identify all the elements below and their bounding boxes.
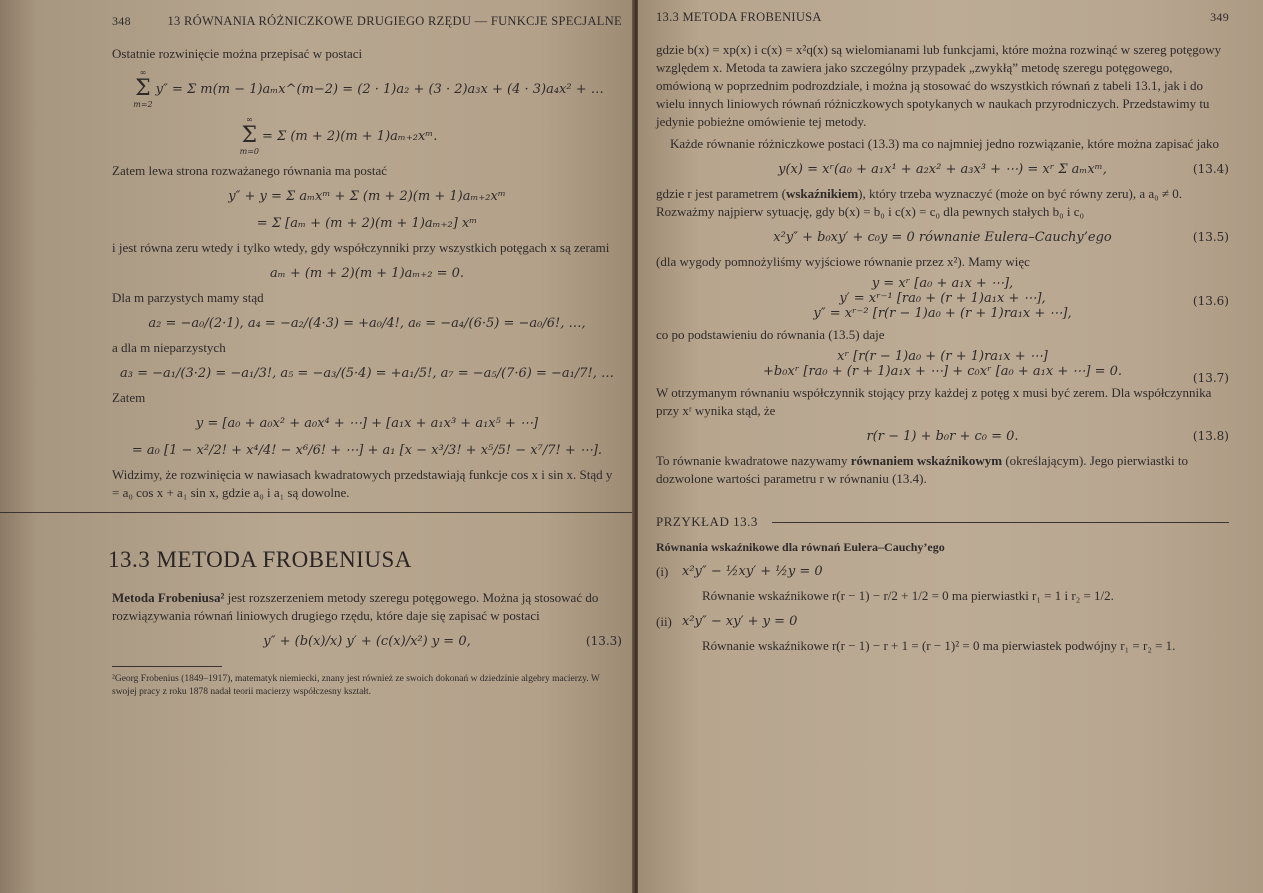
equation bbox=[112, 212, 622, 234]
paragraph: i jest równa zeru wtedy i tylko wtedy, gdy współczynniki przy wszystkich potęgach x są zerami bbox=[112, 240, 610, 255]
paragraph: a dla m nieparzystych bbox=[112, 340, 226, 355]
paragraph-text: ), który trzeba wyznaczyć (może on być równy zeru), a a₀ ≠ 0. Rozważmy najpierw sytuację, gdy b(x) = b₀ i c(x) = c₀ dla pewnych stałych b₀ i c₀ bbox=[656, 186, 1183, 219]
equation bbox=[656, 226, 1229, 248]
equation bbox=[656, 425, 1229, 447]
equation bbox=[112, 412, 622, 434]
equation bbox=[112, 185, 622, 207]
equation-text: +b₀xʳ [ra₀ + (r + 1)a₁x + ⋯] + c₀xʳ [a₀ + a₁x + ⋯] = 0. bbox=[762, 364, 1123, 379]
equation-number: (13.3) bbox=[585, 634, 622, 648]
equation-text: a₂ = −a₀/(2·1), a₄ = −a₂/(4·3) = +a₀/4!, a₆ = −a₄/(6·5) = −a₀/6!, …, bbox=[148, 315, 586, 331]
equation-number: (13.8) bbox=[1192, 429, 1229, 443]
right-running-head bbox=[656, 10, 1229, 25]
paragraph-text: jest rozszerzeniem metody szeregu potęgowego. Można ją stosować do rozwiązywania równań liniowych drugiego rzędu, które daje się zapisać w postaci bbox=[112, 590, 599, 623]
footnote-rule bbox=[112, 666, 222, 667]
equation bbox=[656, 158, 1229, 180]
equation-block bbox=[656, 276, 1229, 321]
left-running-title: 13 RÓWNANIA RÓŻNICZKOWE DRUGIEGO RZĘDU — FUNKCJE SPECJALNE bbox=[167, 14, 622, 28]
equation-number: (13.4) bbox=[1192, 162, 1229, 176]
equation-text: y″ + y = Σ aₘxᵐ + Σ (m + 2)(m + 1)aₘ₊₂xᵐ bbox=[228, 188, 506, 204]
paragraph: Ostatnie rozwinięcie można przepisać w postaci bbox=[112, 46, 363, 61]
paragraph bbox=[112, 589, 622, 625]
example-item bbox=[656, 563, 1229, 605]
equation bbox=[112, 312, 622, 334]
example-subtitle: Równania wskaźnikowe dla równań Eulera–Cauchy’ego bbox=[656, 540, 945, 554]
equation-text: = Σ [aₘ + (m + 2)(m + 1)aₘ₊₂] xᵐ bbox=[256, 215, 478, 231]
left-page-number: 348 bbox=[112, 14, 131, 28]
paragraph: (dla wygody pomnożyliśmy wyjściowe równanie przez x²). Mamy więc bbox=[656, 254, 1030, 269]
item-text: Równanie wskaźnikowe r(r − 1) − r/2 + 1/2 = 0 ma pierwiastki r₁ = 1 i r₂ = 1/2. bbox=[702, 588, 1114, 603]
equation-number: (13.6) bbox=[1192, 294, 1229, 308]
equation bbox=[112, 362, 622, 384]
equation bbox=[112, 630, 622, 652]
paragraph-text: To równanie kwadratowe nazywamy bbox=[656, 453, 851, 468]
item-equation: x²y″ − ½xy′ + ½y = 0 bbox=[682, 564, 823, 579]
paragraph bbox=[656, 452, 1229, 488]
right-page bbox=[638, 0, 1263, 893]
paragraph bbox=[656, 185, 1229, 221]
equation-text: x²y″ + b₀xy′ + c₀y = 0 równanie Eulera–Cauchy’ego bbox=[773, 229, 1112, 245]
paragraph: W otrzymanym równaniu współczynnik stojący przy każdej z potęg x musi być zerem. Dla współczynnika przy xʳ wynika stąd, że bbox=[656, 385, 1212, 418]
equation-text: = a₀ [1 − x²/2! + x⁴/4! − x⁶/6! + ⋯] + a₁ [x − x³/3! + x⁵/5! − x⁷/7! + ⋯]. bbox=[131, 442, 603, 458]
equation-number: (13.5) bbox=[1192, 230, 1229, 244]
equation-text: aₘ + (m + 2)(m + 1)aₘ₊₂ = 0. bbox=[269, 265, 465, 281]
paragraph: Widzimy, że rozwinięcia w nawiasach kwadratowych przedstawiają funkcje cos x i sin x. Stąd y = a₀ cos x + a₁ sin x, gdzie a₀ i a₁ są dowolne. bbox=[112, 467, 613, 500]
example-rule bbox=[772, 522, 1229, 523]
equation-text: y = [a₀ + a₀x² + a₀x⁴ + ⋯] + [a₁x + a₁x³ + a₁x⁵ + ⋯] bbox=[195, 415, 539, 431]
paragraph-text: gdzie r jest parametrem ( bbox=[656, 186, 786, 201]
equation-text: y″ = xʳ⁻² [r(r − 1)a₀ + (r + 1)ra₁x + ⋯], bbox=[813, 306, 1072, 321]
item-text: Równanie wskaźnikowe r(r − 1) − r + 1 = (r − 1)² = 0 ma pierwiastek podwójny r₁ = r₂ = 1. bbox=[702, 638, 1176, 653]
equation bbox=[112, 439, 622, 461]
paragraph-text: (określającym). Jego pierwiastki to dozwolone wartości parametru r w równaniu (13.4). bbox=[656, 453, 1188, 486]
equation-text: y″ + (b(x)/x) y′ + (c(x)/x²) y = 0, bbox=[263, 633, 471, 649]
equation bbox=[52, 115, 622, 157]
paragraph: Każde równanie różniczkowe postaci (13.3) ma co najmniej jedno rozwiązanie, które można zapisać jako bbox=[670, 136, 1220, 151]
equation-text: y″ = Σ m(m − 1)aₘx^(m−2) = (2 · 1)a₂ + (3 · 2)a₃x + (4 · 3)a₄x² + … bbox=[155, 81, 604, 97]
paragraph: co po podstawieniu do równania (13.5) daje bbox=[656, 327, 885, 342]
left-running-head bbox=[112, 14, 622, 29]
example-label: PRZYKŁAD 13.3 bbox=[656, 514, 758, 529]
equation-text: = Σ (m + 2)(m + 1)aₘ₊₂xᵐ. bbox=[262, 128, 438, 144]
example-item bbox=[656, 613, 1229, 655]
paragraph: Zatem lewa strona rozważanego równania ma postać bbox=[112, 163, 388, 178]
equation bbox=[112, 68, 622, 110]
equation-text: y′ = xʳ⁻¹ [ra₀ + (r + 1)a₁x + ⋯], bbox=[839, 291, 1046, 306]
equation-number: (13.7) bbox=[1192, 371, 1229, 385]
equation-text: r(r − 1) + b₀r + c₀ = 0. bbox=[866, 428, 1019, 444]
equation-text: a₃ = −a₁/(3·2) = −a₁/3!, a₅ = −a₃/(5·4) = +a₁/5!, a₇ = −a₅/(7·6) = −a₁/7!, … bbox=[120, 365, 614, 381]
paragraph: gdzie b(x) = xp(x) i c(x) = x²q(x) są wielomianami lub funkcjami, które można rozwinąć w szereg potęgowy względem x. Metoda ta zawiera jako szczególny przypadek „zwykłą” metodę szeregu potęgowego, omówioną w poprzednim podrozdziale, i można ją stosować do wszystkich równań z tabeli 13.1, jak i do wielu innych liniowych równań różniczkowych spotykanych w naukach przyrodniczych. Przedstawimy tu jedynie pobieżne omówienie tej metody. bbox=[656, 42, 1222, 129]
paragraph: Zatem bbox=[112, 390, 146, 405]
term-bold: Metoda Frobeniusa² bbox=[112, 590, 225, 605]
item-equation: x²y″ − xy′ + y = 0 bbox=[682, 614, 798, 629]
footnote: ²Georg Frobenius (1849–1917), matematyk niemiecki, znany jest również ze swoich dokonań w dziedzinie algebry macierzy. W swojej pracy z roku 1878 nadał teorii macierzy współczesny kształt. bbox=[112, 674, 600, 697]
term-bold: równaniem wskaźnikowym bbox=[850, 453, 1003, 468]
term-bold: wskaźnikiem bbox=[785, 186, 859, 201]
equation-block bbox=[656, 349, 1229, 385]
right-page-number: 349 bbox=[1210, 10, 1229, 24]
example-header bbox=[656, 514, 1229, 530]
paragraph: Dla m parzystych mamy stąd bbox=[112, 290, 264, 305]
sum-symbol: ∞ Σ m=2 bbox=[133, 68, 153, 109]
equation-text: xʳ [r(r − 1)a₀ + (r + 1)ra₁x + ⋯] bbox=[837, 349, 1048, 364]
section-title: 13.3 METODA FROBENIUSA bbox=[108, 547, 412, 572]
right-running-title: 13.3 METODA FROBENIUSA bbox=[656, 10, 822, 24]
equation-text: y = xʳ [a₀ + a₁x + ⋯], bbox=[871, 276, 1014, 291]
equation bbox=[112, 262, 622, 284]
sum-symbol: ∞ Σ m=0 bbox=[239, 115, 259, 156]
section-divider bbox=[0, 512, 636, 513]
item-marker: (i) bbox=[656, 564, 669, 579]
item-marker: (ii) bbox=[656, 614, 672, 629]
equation-text: y(x) = xʳ(a₀ + a₁x¹ + a₂x² + a₃x³ + ⋯) = xʳ Σ aₘxᵐ, bbox=[778, 161, 1107, 177]
